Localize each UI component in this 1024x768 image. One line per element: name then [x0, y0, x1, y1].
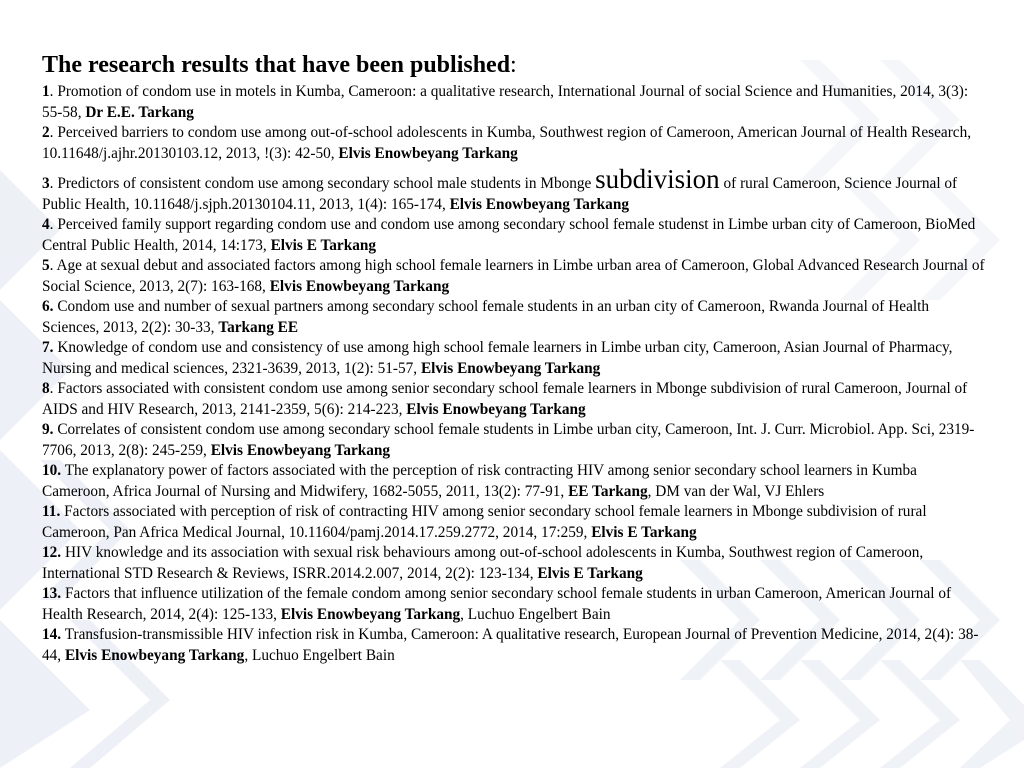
publication-citation: Correlates of consistent condom use among secondary school female students in Limbe urban city, Cameroon, Int. J. Curr. Microbiol. App. Sci, 2319-7706, 2013, 2(8): 245-259,: [42, 421, 975, 459]
publication-citation: Promotion of condom use in motels in Kumba, Cameroon: a qualitative research, International Journal of social Science and Humanities, 2014, 3(3): 55-58,: [42, 83, 969, 121]
publication-author: Elvis Enowbeyang Tarkang: [269, 277, 450, 295]
publication-item-3: [42, 164, 987, 215]
publication-number: 9.: [42, 421, 54, 438]
publication-item-2: [42, 123, 987, 164]
publication-author: Elvis E Tarkang: [591, 523, 697, 541]
publication-item-12: [42, 543, 987, 584]
publication-author: Elvis Enowbeyang Tarkang: [420, 359, 601, 377]
publication-item-14: [42, 625, 987, 666]
publication-citation-continued: of rural Cameroon, Science Journal of Public Health, 10.11648/j.sjph.20130104.11, 2013, 1(4): 165-174,: [42, 175, 958, 213]
publication-author: Elvis Enowbeyang Tarkang: [449, 195, 629, 213]
publication-item-4: [42, 215, 987, 256]
publication-separator: .: [49, 175, 58, 192]
publication-citation: Factors associated with perception of risk of contracting HIV among senior secondary school female learners in Mbonge subdivision of rural Cameroon, Pan Africa Medical Journal, 10.11604/pamj.2014.17.259.2772, 2014, 17:259,: [42, 503, 927, 541]
publication-item-11: [42, 502, 987, 543]
publication-author: Elvis Enowbeyang Tarkang: [210, 441, 391, 459]
publication-item-9: [42, 420, 987, 461]
publication-number: 2: [42, 124, 50, 141]
publication-author: Elvis E Tarkang: [270, 236, 377, 254]
publication-citation: Predictors of consistent condom use among secondary school male students in Mbonge: [57, 175, 596, 192]
publication-number: 1: [42, 83, 50, 100]
publication-citation: Knowledge of condom use and consistency of use among high school female learners in Limbe urban city, Cameroon, Asian Journal of Pharmacy, Nursing and medical sciences, 2321-3639, 2013, 1(2): 51-57,: [42, 339, 953, 377]
publication-citation: Age at sexual debut and associated factors among high school female learners in Limbe urban area of Cameroon, Global Advanced Research Journal of Social Science, 2013, 2(7): 163-168,: [42, 257, 985, 295]
publication-separator: .: [49, 257, 57, 274]
publication-citation: Transfusion-transmissible HIV infection risk in Kumba, Cameroon: A qualitative research, European Journal of Prevention Medicine, 2014, 2(4): 38-44,: [42, 626, 979, 664]
publication-list: [42, 50, 987, 666]
publication-citation: Condom use and number of sexual partners among secondary school female students in an urban city of Cameroon, Rwanda Journal of Health Sciences, 2013, 2(2): 30-33,: [42, 298, 930, 336]
publication-author: Dr E.E. Tarkang: [85, 103, 194, 121]
publication-citation: HIV knowledge and its association with sexual risk behaviours among out-of-school adolescents in Kumba, Southwest region of Cameroon, International STD Research & Reviews, ISRR.2014.2.007, 2014, 2(2): 123-134,: [42, 544, 924, 582]
publication-item-5: [42, 256, 987, 297]
publication-author: Tarkang EE: [218, 318, 299, 336]
publication-number: 7.: [42, 339, 54, 356]
publication-item-7: [42, 338, 987, 379]
publication-item-6: [42, 297, 987, 338]
publication-number: 10.: [42, 462, 62, 479]
publication-citation: Perceived family support regarding condom use and condom use among secondary school female studenst in Limbe urban city of Cameroon, BioMed Central Public Health, 2014, 14:173,: [42, 216, 976, 254]
publication-author: Elvis Enowbeyang Tarkang: [280, 605, 461, 623]
publication-item-13: [42, 584, 987, 625]
publication-author: Elvis Enowbeyang Tarkang: [338, 144, 518, 162]
publication-author: Elvis E Tarkang: [537, 564, 643, 582]
publication-coauthors: , DM van der Wal, VJ Ehlers: [647, 482, 825, 500]
publication-number: 6.: [42, 298, 54, 315]
publication-number: 12.: [42, 544, 62, 561]
publication-number: 5: [42, 257, 50, 274]
publication-author: Elvis Enowbeyang Tarkang: [64, 646, 245, 664]
publication-number: 14.: [42, 626, 62, 643]
publication-number: 8: [42, 380, 50, 397]
publication-item-8: [42, 379, 987, 420]
publication-citation: Factors that influence utilization of the female condom among senior secondary school female students in urban Cameroon, American Journal of Health Research, 2014, 2(4): 125-133,: [42, 585, 952, 623]
publication-citation: The explanatory power of factors associated with the perception of risk contracting HIV among senior secondary school learners in Kumba Cameroon, Africa Journal of Nursing and Midwifery, 1682-5055, 2011, 13(2): 77-91,: [42, 462, 917, 500]
publication-number: 11.: [42, 503, 61, 520]
publication-author: Elvis Enowbeyang Tarkang: [406, 400, 586, 418]
publication-number: 4: [42, 216, 50, 233]
publication-separator: .: [49, 83, 58, 100]
publication-separator: .: [49, 124, 58, 141]
publication-separator: .: [49, 216, 58, 233]
publication-separator: .: [49, 380, 58, 397]
title-text: The research results that have been published: [42, 52, 511, 78]
publication-enlarged-word: subdivision: [595, 164, 720, 194]
publication-coauthors: , Luchuo Engelbert Bain: [460, 605, 611, 623]
publication-item-1: [42, 82, 987, 123]
page-title: [42, 50, 987, 80]
publication-author: EE Tarkang: [568, 482, 648, 500]
publication-number: 3: [42, 175, 50, 192]
publication-coauthors: , Luchuo Engelbert Bain: [244, 646, 395, 664]
publication-citation: Factors associated with consistent condom use among senior secondary school female learners in Mbonge subdivision of rural Cameroon, Journal of AIDS and HIV Research, 2013, 2141-2359, 5(6): 214-223,: [42, 380, 968, 418]
publication-citation: Perceived barriers to condom use among out-of-school adolescents in Kumba, Southwest region of Cameroon, American Journal of Health Research, 10.11648/j.ajhr.20130103.12, 2013, !(3): 42-50,: [42, 124, 972, 162]
title-colon: :: [510, 52, 517, 78]
publication-item-10: [42, 461, 987, 502]
publication-number: 13.: [42, 585, 62, 602]
